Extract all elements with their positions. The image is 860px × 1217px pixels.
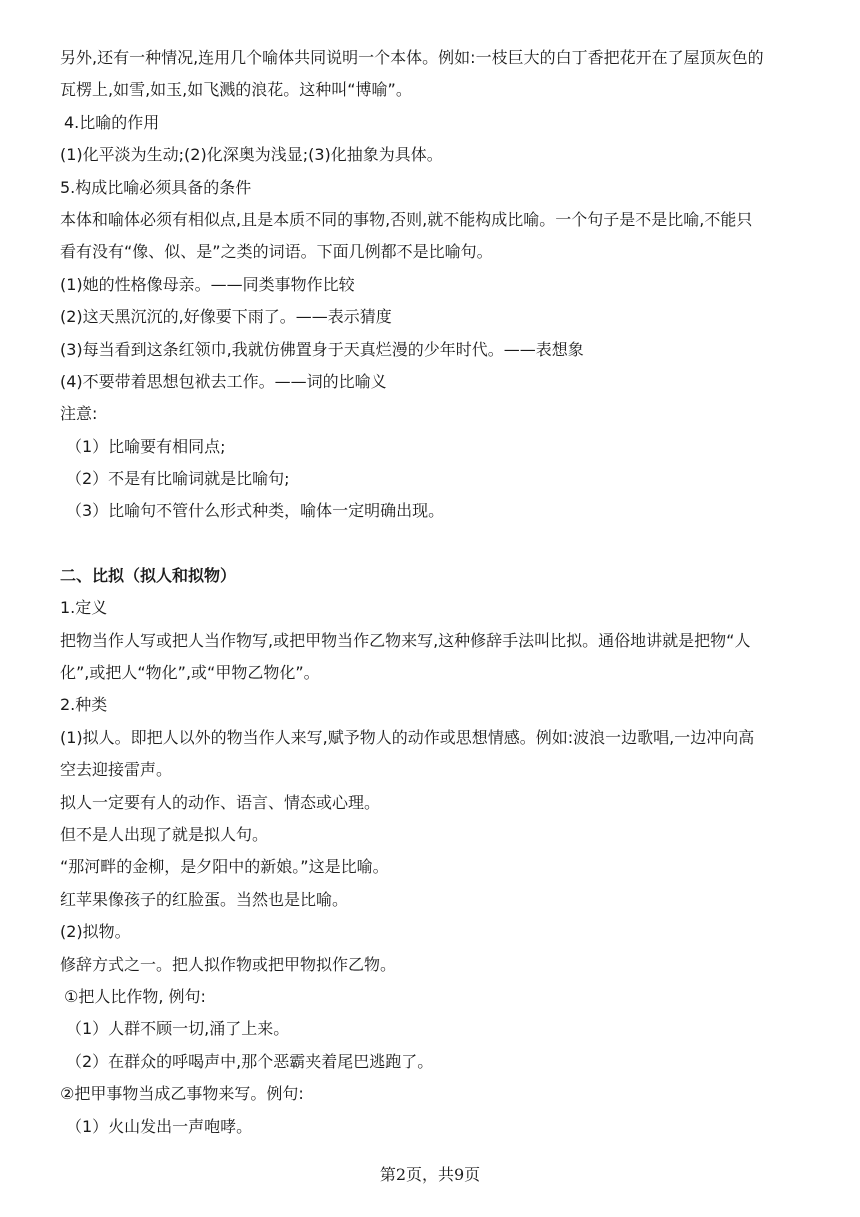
subheading: 2.种类 (60, 695, 108, 715)
text-line: 化”,或把人“物化”,或“甲物乙物化”。 (60, 663, 320, 683)
subheading: 1.定义 (60, 598, 108, 618)
text-line: 红苹果像孩子的红脸蛋。当然也是比喻。 (60, 889, 349, 909)
text-line: 但不是人出现了就是拟人句。 (60, 824, 269, 844)
text-line: 拟人一定要有人的动作、语言、情态或心理。 (60, 792, 381, 812)
subheading: 5.构成比喻必须具备的条件 (60, 177, 252, 197)
text-line: 把物当作人写或把人当作物写,或把甲物当作乙物来写,这种修辞手法叫比拟。通俗地讲就是把物“人 (60, 630, 751, 650)
text-line: (2)拟物。 (60, 922, 131, 942)
note-item: （2）不是有比喻词就是比喻句; (66, 469, 290, 489)
text-line: 看有没有“像、似、是”之类的词语。下面几例都不是比喻句。 (60, 242, 493, 262)
section-heading: 二、比拟（拟人和拟物） (60, 565, 237, 585)
text-line: (2)这天黑沉沉的,好像要下雨了。——表示猜度 (60, 307, 392, 327)
example-item: （2）在群众的呼喝声中,那个恶霸夹着尾巴逃跑了。 (66, 1051, 434, 1071)
text-line: ②把甲事物当成乙事物来写。例句: (60, 1084, 304, 1104)
text-line: 修辞方式之一。把人拟作物或把甲物拟作乙物。 (60, 954, 397, 974)
text-line: ①把人比作物, 例句: (64, 986, 206, 1006)
text-line: 空去迎接雷声。 (60, 760, 173, 780)
note-label: 注意: (60, 404, 98, 424)
text-line: (3)每当看到这条红领巾,我就仿佛置身于天真烂漫的少年时代。——表想象 (60, 339, 584, 359)
text-line: (1)她的性格像母亲。——同类事物作比较 (60, 274, 355, 294)
text-line: 另外,还有一种情况,连用几个喻体共同说明一个本体。例如:一枝巨大的白丁香把花开在了屋顶灰色的 (60, 48, 764, 67)
text-line: (1)拟人。即把人以外的物当作人来写,赋予物人的动作或思想情感。例如:波浪一边歌唱,一边冲向高 (60, 727, 755, 747)
example-item: （1）火山发出一声咆哮。 (66, 1116, 253, 1136)
text-line: 本体和喻体必须有相似点,且是本质不同的事物,否则,就不能构成比喻。一个句子是不是比喻,不能只 (60, 209, 753, 229)
section-gap (60, 528, 810, 560)
text-line: (4)不要带着思想包袱去工作。——词的比喻义 (60, 371, 387, 391)
example-item: （1）人群不顾一切,涌了上来。 (66, 1019, 290, 1039)
document-page (60, 42, 810, 1143)
page-footer: 第2页，共9页 (379, 1165, 481, 1184)
text-line: 瓦楞上,如雪,如玉,如飞溅的浪花。这种叫“博喻”。 (60, 80, 412, 100)
note-item: （3）比喻句不管什么形式种类，喻体一定明确出现。 (66, 501, 445, 521)
text-line: (1)化平淡为生动;(2)化深奥为浅显;(3)化抽象为具体。 (60, 145, 443, 165)
subheading: 4.比喻的作用 (64, 112, 160, 132)
text-line: “那河畔的金柳，是夕阳中的新娘。”这是比喻。 (60, 857, 389, 877)
note-item: （1）比喻要有相同点; (66, 436, 226, 456)
